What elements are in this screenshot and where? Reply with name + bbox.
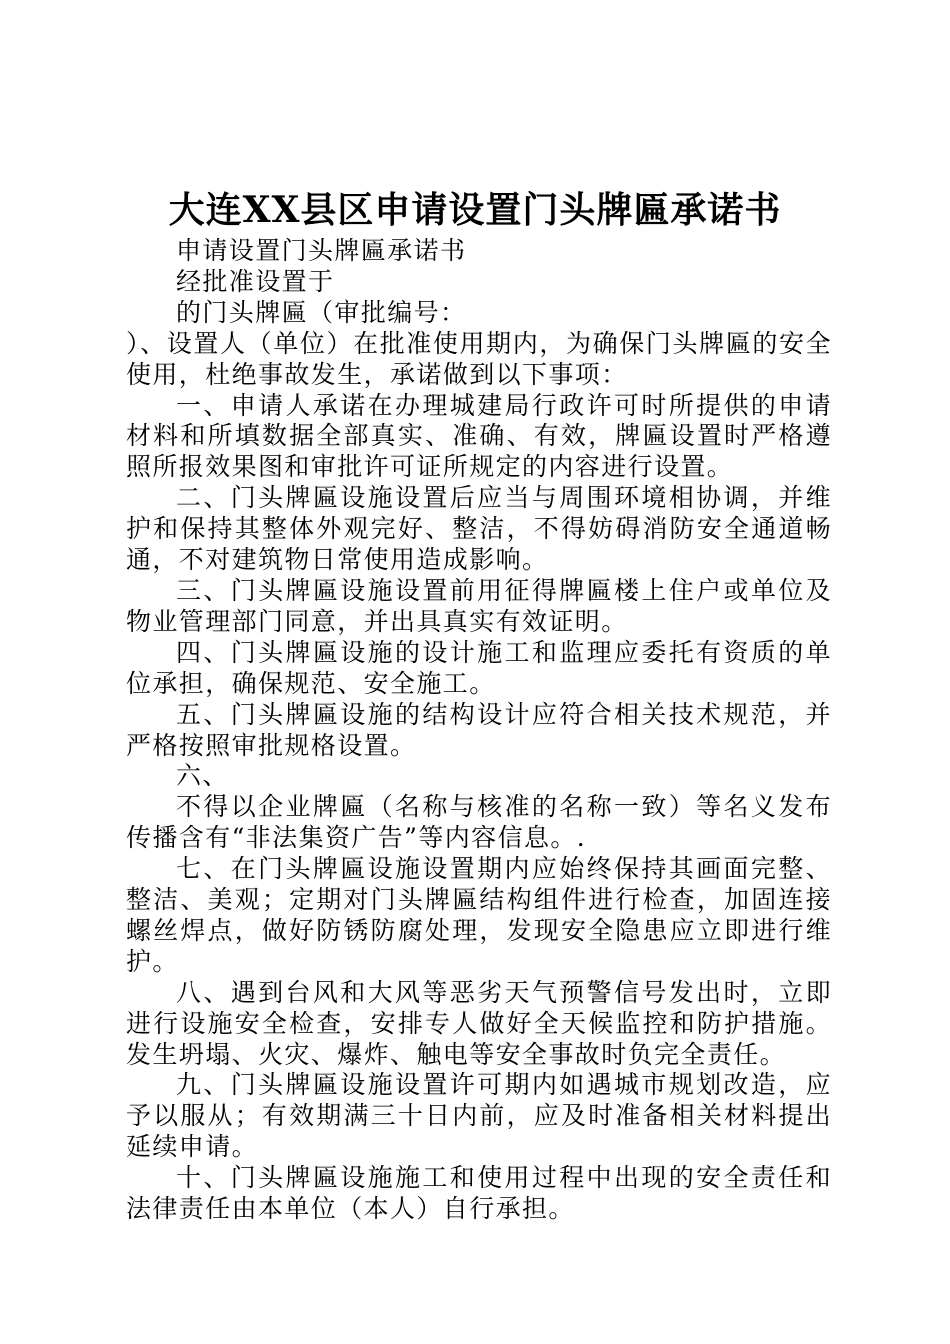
paragraph-location: 经批准设置于 bbox=[176, 266, 335, 296]
paragraph-item-8: 八、遇到台风和大风等恶劣天气预警信号发出时，立即进行设施安全检查，安排专人做好全天候监控和防护措施。发生坍塌、火灾、爆炸、触电等安全事故时负完全责任。 bbox=[126, 977, 832, 1069]
paragraph-item-10: 十、门头牌匾设施施工和使用过程中出现的安全责任和法律责任由本单位（本人）自行承担。 bbox=[126, 1163, 832, 1224]
paragraph-item-2: 二、门头牌匾设施设置后应当与周围环境相协调，并维护和保持其整体外观完好、整洁，不得妨碍消防安全通道畅通，不对建筑物日常使用造成影响。 bbox=[126, 483, 832, 575]
paragraph-item-6: 不得以企业牌匾（名称与核准的名称一致）等名义发布传播含有“非法集资广告”等内容信息。. bbox=[126, 792, 832, 853]
paragraph-subtitle: 申请设置门头牌匾承诺书 bbox=[176, 236, 467, 265]
paragraph-approval-number: 的门头牌匾（审批编号： bbox=[176, 297, 467, 327]
document-title: 大连XX县区申请设置门头牌匾承诺书 bbox=[168, 189, 782, 231]
paragraph-intro: ）、设置人（单位）在批准使用期内，为确保门头牌匾的安全使用，杜绝事故发生，承诺做到以下事项： bbox=[126, 328, 832, 389]
paragraph-item-3: 三、门头牌匾设施设置前用征得牌匾楼上住户或单位及物业管理部门同意，并出具真实有效证明。 bbox=[126, 575, 832, 636]
paragraph-item-7: 七、在门头牌匾设施设置期内应始终保持其画面完整、整洁、美观；定期对门头牌匾结构组件进行检查，加固连接螺丝焊点，做好防锈防腐处理，发现安全隐患应立即进行维护。 bbox=[126, 854, 832, 976]
paragraph-item-4: 四、门头牌匾设施的设计施工和监理应委托有资质的单位承担，确保规范、安全施工。 bbox=[126, 637, 832, 698]
paragraph-item-9: 九、门头牌匾设施设置许可期内如遇城市规划改造，应予以服从；有效期满三十日内前，应及时准备相关材料提出延续申请。 bbox=[126, 1070, 832, 1162]
paragraph-item-1: 一、申请人承诺在办理城建局行政许可时所提供的申请材料和所填数据全部真实、准确、有效，牌匾设置时严格遵照所报效果图和审批许可证所规定的内容进行设置。 bbox=[126, 390, 832, 482]
paragraph-item-5: 五、门头牌匾设施的结构设计应符合相关技术规范，并严格按照审批规格设置。 bbox=[126, 699, 832, 760]
paragraph-item-6-heading: 六、 bbox=[176, 761, 229, 791]
document-body bbox=[126, 236, 832, 1225]
